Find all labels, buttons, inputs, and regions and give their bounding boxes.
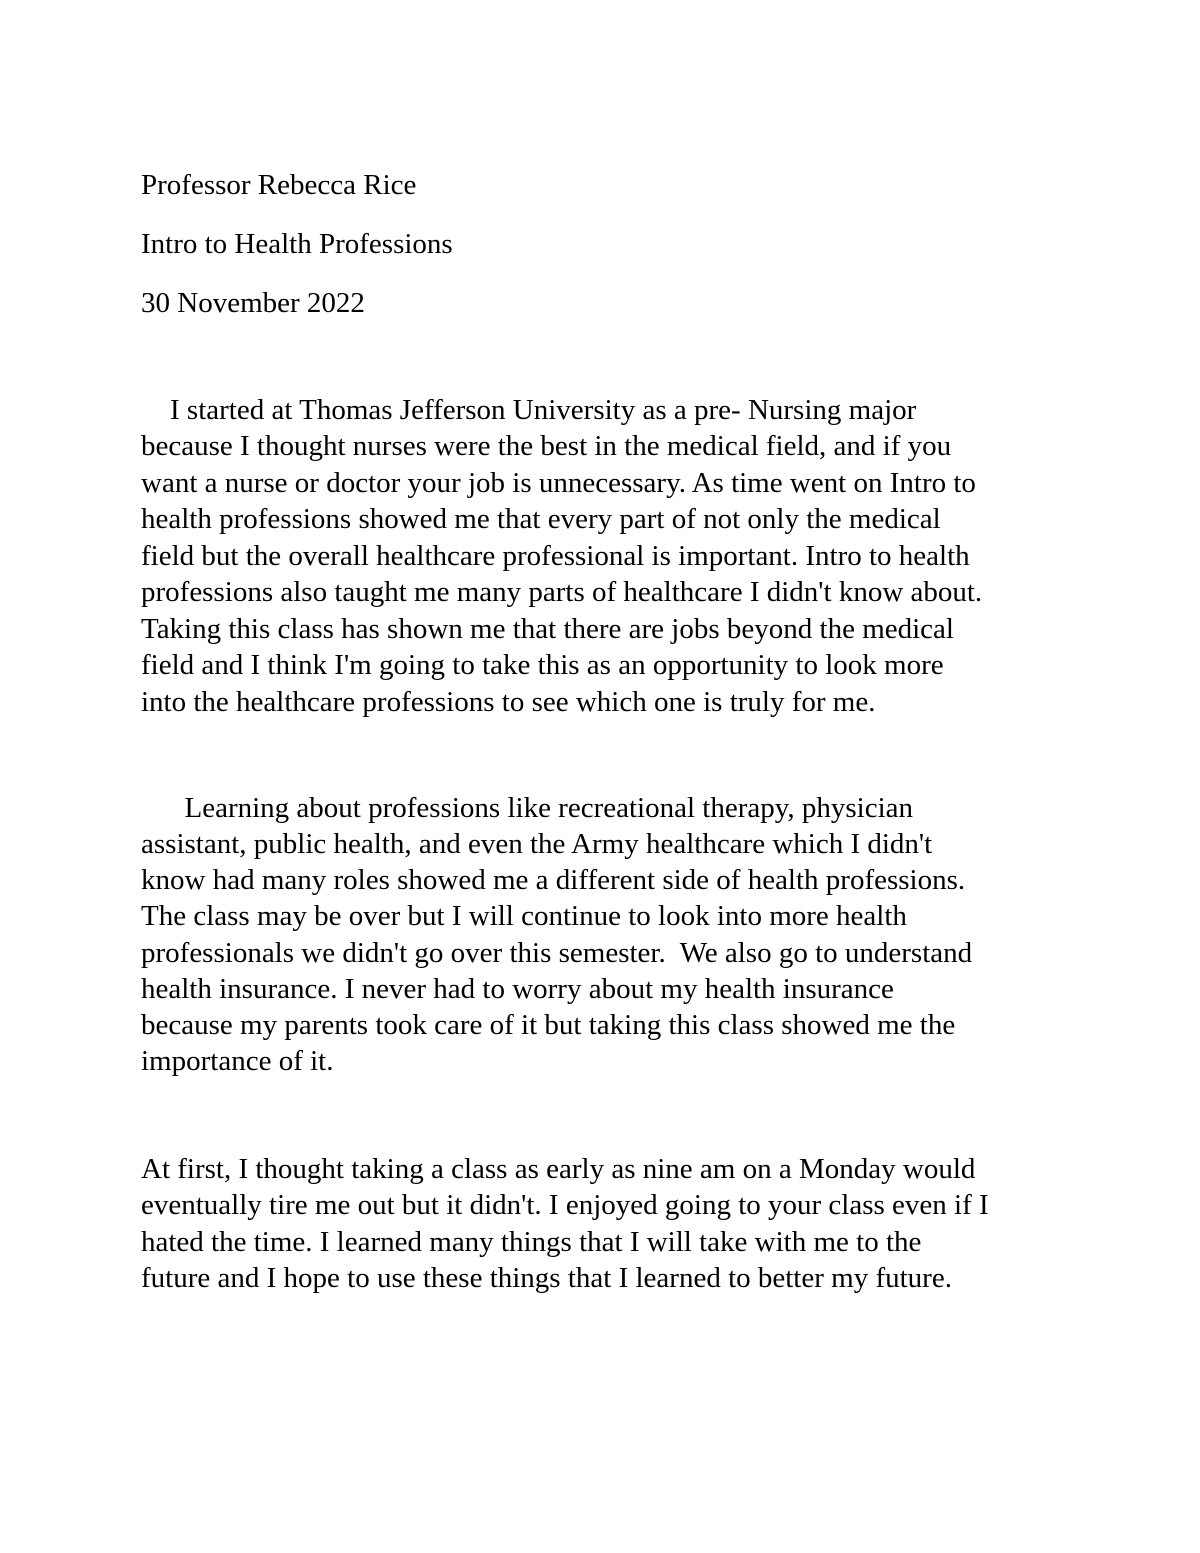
paragraph-line: importance of it. <box>141 1045 334 1077</box>
paragraph-line: field and I think I'm going to take this as an opportunity to look more <box>141 649 944 681</box>
paragraph-line: Learning about professions like recreational therapy, physician <box>141 792 913 824</box>
paragraph-line: because I thought nurses were the best in the medical field, and if you <box>141 430 952 462</box>
paragraph-line: Taking this class has shown me that there are jobs beyond the medical <box>141 613 954 645</box>
paragraph-line: I started at Thomas Jefferson University as a pre- Nursing major <box>141 394 917 426</box>
paragraph-line: assistant, public health, and even the Army healthcare which I didn't <box>141 828 933 860</box>
paragraph-line: health insurance. I never had to worry about my health insurance <box>141 973 894 1005</box>
paragraph-line: want a nurse or doctor your job is unnecessary. As time went on Intro to <box>141 467 976 499</box>
paragraph-line: because my parents took care of it but taking this class showed me the <box>141 1009 956 1041</box>
paragraph-line: hated the time. I learned many things that I will take with me to the <box>141 1226 922 1258</box>
paragraph-line: future and I hope to use these things that I learned to better my future. <box>141 1262 952 1294</box>
paragraph-line: professions also taught me many parts of healthcare I didn't know about. <box>141 576 983 608</box>
course-name: Intro to Health Professions <box>141 228 453 260</box>
paragraph-line: eventually tire me out but it didn't. I enjoyed going to your class even if I <box>141 1189 989 1221</box>
paragraph-line: into the healthcare professions to see which one is truly for me. <box>141 686 876 718</box>
paragraph-line: At first, I thought taking a class as early as nine am on a Monday would <box>141 1153 976 1185</box>
paragraph-line: health professions showed me that every part of not only the medical <box>141 503 941 535</box>
paragraph-line: The class may be over but I will continue to look into more health <box>141 900 907 932</box>
paragraph-line: professionals we didn't go over this semester. We also go to understand <box>141 937 973 969</box>
paragraph-line: know had many roles showed me a different side of health professions. <box>141 864 966 896</box>
professor-name: Professor Rebecca Rice <box>141 169 417 201</box>
paragraph-line: field but the overall healthcare professional is important. Intro to health <box>141 540 970 572</box>
document-date: 30 November 2022 <box>141 287 365 319</box>
